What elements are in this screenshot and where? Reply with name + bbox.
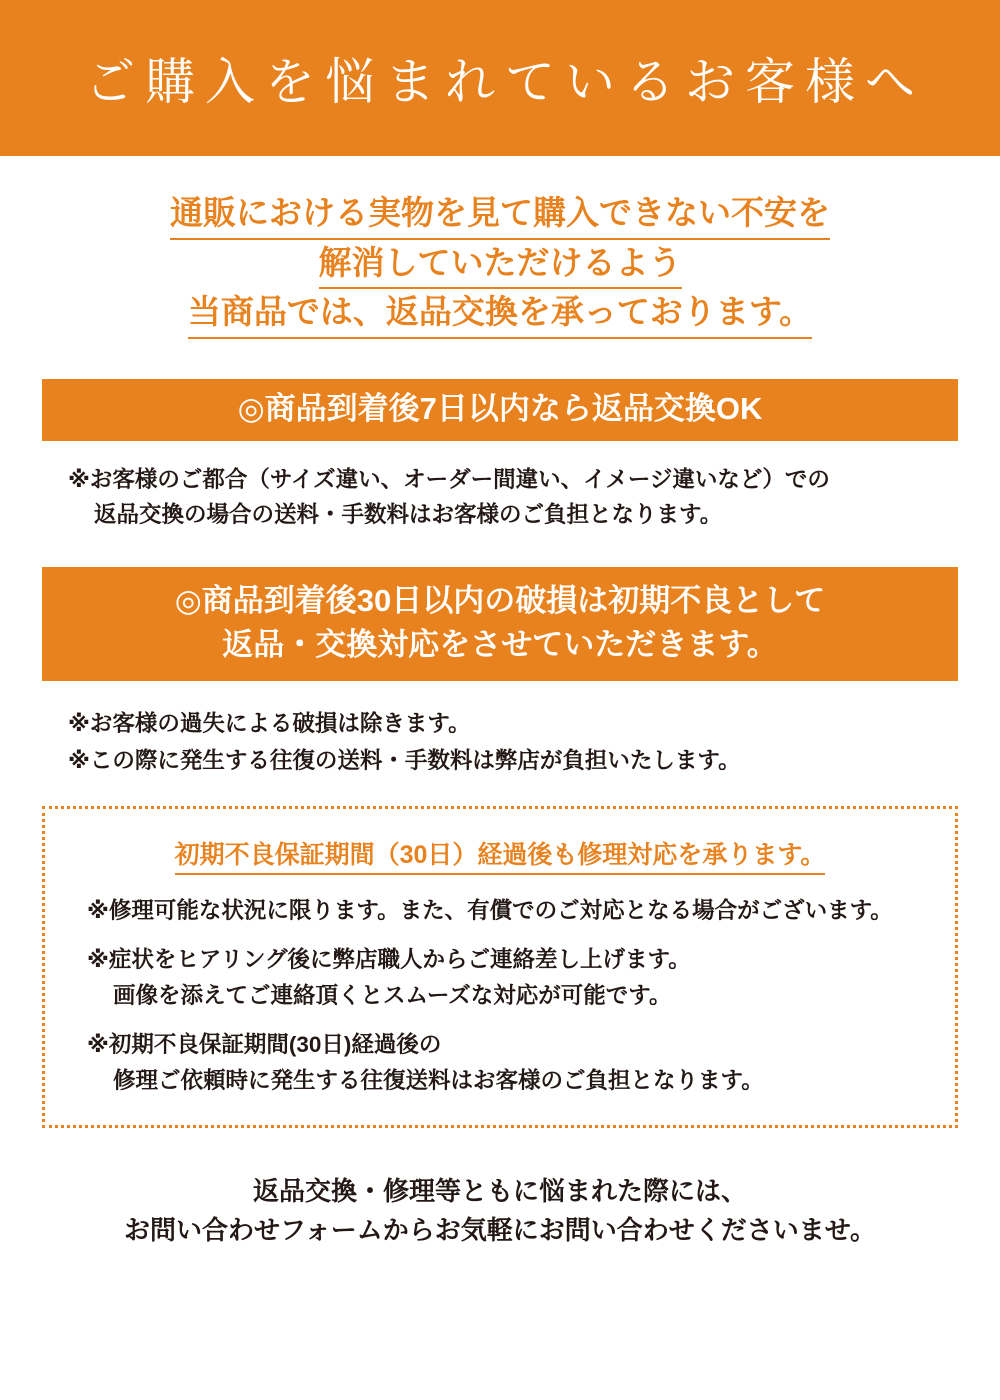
page-title: ご購入を悩まれているお客様へ <box>85 53 925 111</box>
repair-box-line-3: 画像を添えてご連絡頂くとスムーズな対応が可能です。 <box>113 983 672 1009</box>
section1-note-line-1: ※お客様のご都合（サイズ違い、オーダー間違い、イメージ違いなど）での <box>68 466 830 492</box>
intro-line-2: 解消していただけるよう <box>0 240 1000 290</box>
repair-info-box <box>42 806 958 1128</box>
footer-text <box>0 1172 1000 1250</box>
intro-line-3: 当商品では、返品交換を承っております。 <box>0 289 1000 339</box>
section1-heading-text: ◎商品到着後7日以内なら返品交換OK <box>237 390 763 426</box>
repair-box-line-2: ※症状をヒアリング後に弊店職人からご連絡差し上げます。 <box>87 946 691 972</box>
section2-heading-bar <box>42 567 958 681</box>
section2-note-line-1: ※お客様の過失による破損は除きます。 <box>68 710 471 736</box>
header-band <box>0 0 1000 156</box>
footer-line-2: お問い合わせフォームからお気軽にお問い合わせくださいませ。 <box>124 1215 876 1246</box>
section1-note <box>68 463 958 533</box>
repair-box-line-4: ※初期不良保証期間(30日)経過後の <box>87 1031 442 1057</box>
section1-note-line-2: 返品交換の場合の送料・手数料はお客様のご負担となります。 <box>94 501 723 527</box>
repair-box-title: 初期不良保証期間（30日）経過後も修理対応を承ります。 <box>69 835 931 875</box>
footer-line-1: 返品交換・修理等ともに悩まれた際には、 <box>252 1176 747 1207</box>
repair-box-line-1: ※修理可能な状況に限ります。また、有償でのご対応となる場合がございます。 <box>87 898 893 924</box>
intro-line-1: 通販における実物を見て購入できない不安を <box>0 190 1000 240</box>
section2-note <box>68 705 958 781</box>
section2-heading-line-2: 返品・交換対応をさせていただきます。 <box>222 626 778 662</box>
intro-text <box>0 190 1000 339</box>
section2-note-line-2: ※この際に発生する往復の送料・手数料は弊店が負担いたします。 <box>68 748 741 774</box>
section2-heading-line-1: ◎商品到着後30日以内の破損は初期不良として <box>174 582 826 618</box>
repair-box-line-5: 修理ご依頼時に発生する往復送料はお客様のご負担となります。 <box>113 1068 764 1094</box>
section1-heading-bar <box>42 379 958 441</box>
